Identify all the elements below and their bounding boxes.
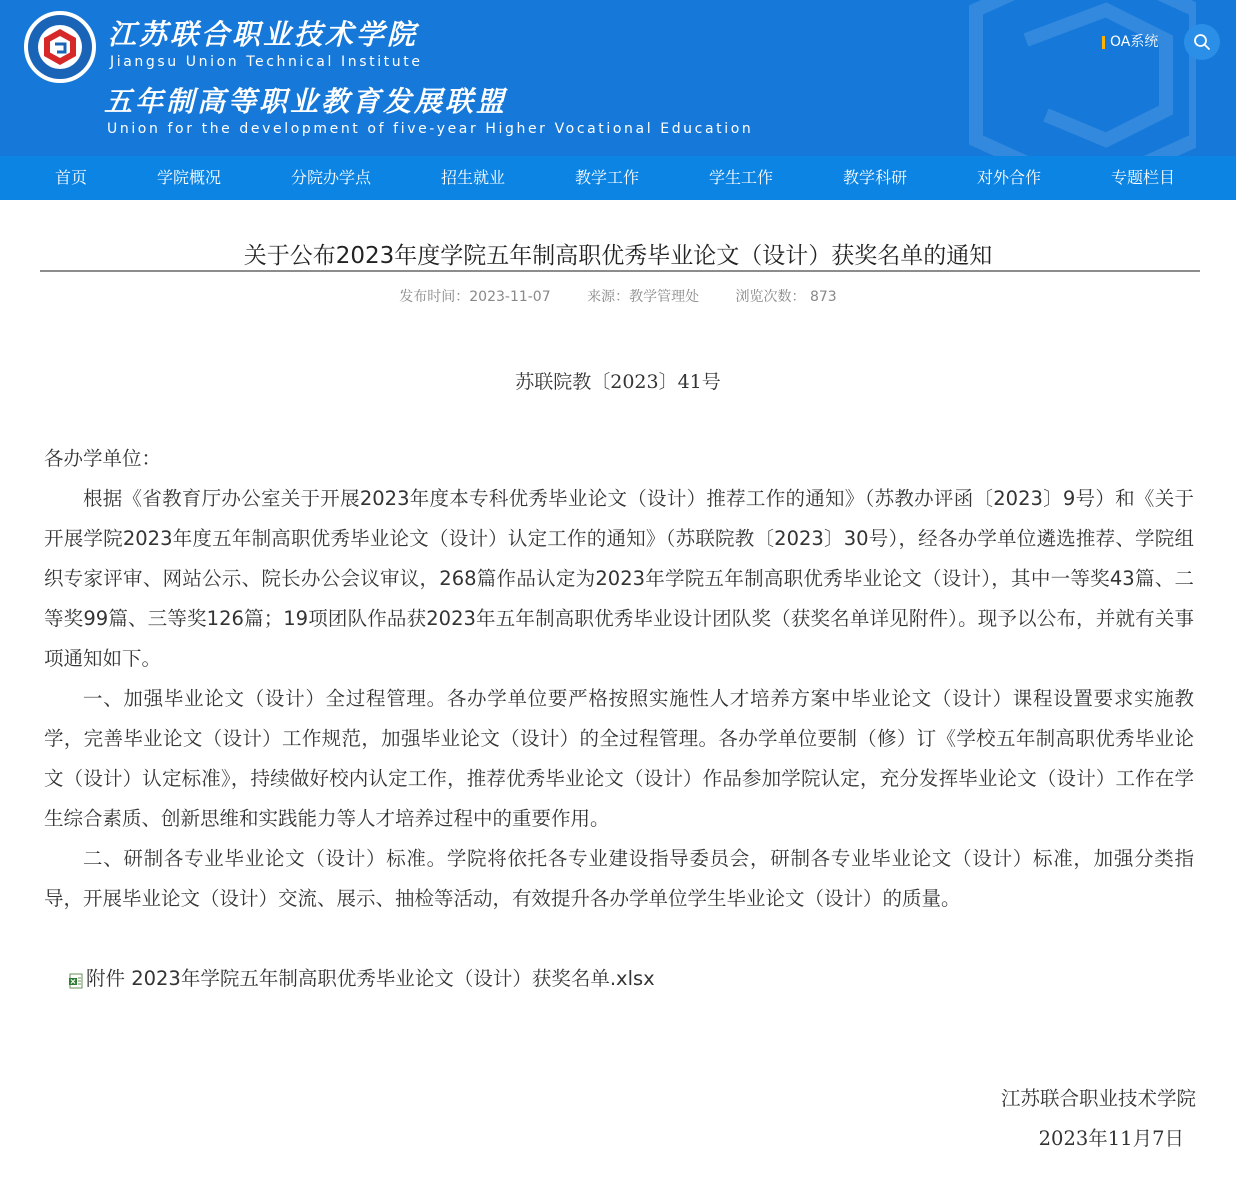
oa-system-link[interactable] [1102,32,1158,52]
union-name-en: Union for the development of five-year Higher Vocational Education [107,121,754,137]
view-count: 浏览次数： 873 [735,289,837,305]
salutation: 各办学单位： [44,447,162,470]
article-meta [0,287,1236,307]
search-icon [1193,33,1211,51]
body-paragraph: 二、研制各专业毕业论文（设计）标准。学院将依托各专业建设指导委员会，研制各专业毕业论文（设计）标准，加强分类指导，开展毕业论文（设计）交流、展示、抽检等活动，有效提升各办学单位学生毕业论文（设计）的质量。 [44,847,1194,910]
article-body [44,439,1194,919]
nav-item-admissions[interactable]: 招生就业 [441,168,506,187]
signature-organization: 江苏联合职业技术学院 [1000,1087,1196,1110]
main-nav [0,156,1236,200]
nav-item-about[interactable]: 学院概况 [157,168,222,187]
nav-item-research[interactable]: 教学科研 [843,168,908,187]
nav-item-home[interactable]: 首页 [55,168,88,187]
oa-label: OA系统 [1110,34,1159,50]
article-source: 来源：教学管理处 [587,289,700,305]
oa-marker-icon [1102,36,1105,49]
nav-item-branches[interactable]: 分院办学点 [291,168,372,187]
attachment-link[interactable] [68,964,655,994]
excel-file-icon [68,973,84,989]
signature-date: 2023年11月7日 [1038,1127,1184,1150]
nav-item-topics[interactable]: 专题栏目 [1111,168,1176,187]
watermark-logo [936,0,1196,156]
nav-item-cooperation[interactable]: 对外合作 [977,168,1042,187]
document-number: 苏联院教〔2023〕41号 [515,371,721,393]
body-paragraph: 一、加强毕业论文（设计）全过程管理。各办学单位要严格按照实施性人才培养方案中毕业论文（设计）课程设置要求实施教学，完善毕业论文（设计）工作规范，加强毕业论文（设计）的全过程管理。各办学单位要制（修）订《学校五年制高职优秀毕业论文（设计）认定标准》，持续做好校内认定工作，推荐优秀毕业论文（设计）作品参加学院认定，充分发挥毕业论文（设计）工作在学生综合素质、创新思维和实践能力等人才培养过程中的重要作用。 [44,687,1194,830]
nav-item-teaching[interactable]: 教学工作 [575,168,640,187]
article-title: 关于公布2023年度学院五年制高职优秀毕业论文（设计）获奖名单的通知 [243,243,993,270]
nav-item-students[interactable]: 学生工作 [709,168,774,187]
attachment-filename[interactable]: 附件 2023年学院五年制高职优秀毕业论文（设计）获奖名单.xlsx [86,967,655,990]
union-name-cn: 五年制高等职业教育发展联盟 [104,85,508,118]
search-button[interactable] [1184,24,1220,60]
body-paragraph: 根据《省教育厅办公室关于开展2023年度本专科优秀毕业论文（设计）推荐工作的通知》（苏教办评函〔2023〕9号）和《关于开展学院2023年度五年制高职优秀毕业论文（设计）认定工作的通知》（苏联院教〔2023〕30号），经各办学单位遴选推荐、学院组织专家评审、网站公示、院长办公会议审议，268篇作品认定为2023年学院五年制高职优秀毕业论文（设计），其中一等奖43篇、二等奖99篇、三等奖126篇；19项团队作品获2023年五年制高职优秀毕业设计团队奖（获奖名单详见附件）。现予以公布，并就有关事项通知如下。 [44,487,1194,670]
site-header [0,0,1236,156]
school-logo[interactable] [24,11,96,83]
school-name-cn: 江苏联合职业技术学院 [108,18,419,51]
publish-time: 发布时间：2023-11-07 [399,289,551,305]
title-divider [40,270,1200,272]
school-name-en: Jiangsu Union Technical Institute [110,54,423,70]
